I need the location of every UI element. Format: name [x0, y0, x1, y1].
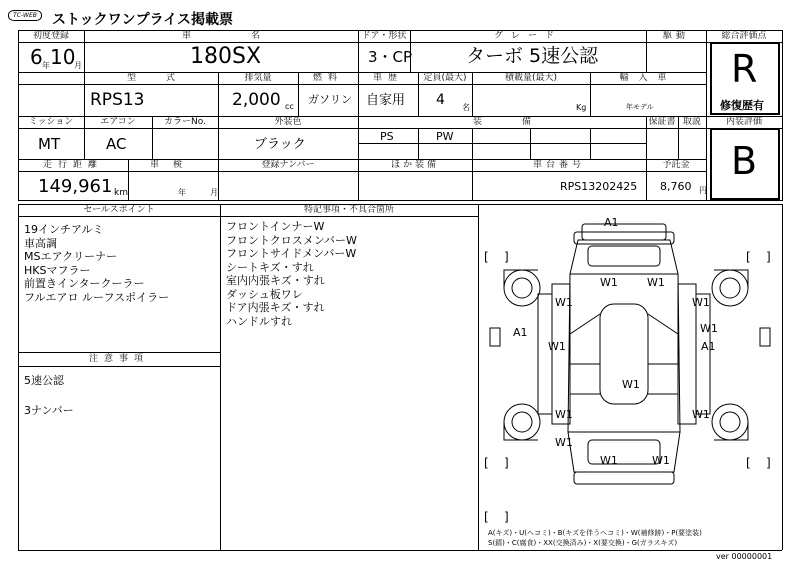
first-reg-year: 6: [30, 45, 43, 69]
person-unit: 名: [462, 103, 470, 112]
legend-line-2: S(錆)・C(腐食)・XX(交換済み)・X(要交換)・G(ガラスキズ): [488, 539, 678, 547]
km-unit: km: [114, 188, 128, 198]
mileage-label: 走行距離: [42, 160, 103, 170]
chassis-number-value: RPS13202425: [560, 180, 638, 193]
equipment-label: 装備: [472, 117, 571, 127]
car-name-label: 車名: [181, 31, 320, 41]
damage-mark: W1: [700, 322, 718, 335]
bracket-marker: [ ]: [746, 456, 771, 470]
other-equipment-label: ほか装備: [390, 160, 439, 170]
year-unit: 年: [42, 61, 50, 70]
year-model-unit: 年モデル: [626, 103, 654, 111]
list-item: 前置きインタークーラー: [24, 277, 145, 290]
list-item: フロントクロスメンバーW: [226, 233, 357, 247]
color-no-label: カラーNo.: [164, 117, 206, 127]
exterior-color-value: ブラック: [254, 137, 306, 152]
damage-mark: W1: [647, 276, 665, 289]
bracket-marker: [ ]: [746, 250, 771, 264]
capacity-label: 定員(最大): [423, 73, 467, 83]
logo-mark: TC-WEB: [8, 10, 42, 21]
version-label: ver 00000001: [716, 552, 773, 561]
damage-mark: W1: [622, 378, 640, 391]
capacity-value: 4: [436, 92, 445, 108]
list-item: ハンドルすれ: [226, 314, 292, 328]
logo: [8, 10, 42, 21]
sales-points-list: [24, 223, 169, 304]
sales-points-label: セールスポイント: [83, 205, 155, 215]
history-value: 自家用: [366, 93, 406, 108]
overall-eval-label: 総合評価点: [721, 31, 767, 41]
damage-mark: W1: [692, 296, 710, 309]
inspection-month-unit: 月: [210, 188, 218, 197]
damage-mark: A1: [513, 326, 528, 339]
interior-rating-value: B: [731, 139, 758, 183]
chassis-number-label: 車台番号: [532, 160, 585, 170]
inspection-label: 車検: [149, 160, 196, 170]
load-label: 積載量(最大): [504, 73, 558, 83]
reg-number-label: 登録ナンバー: [261, 160, 315, 170]
damage-mark: A1: [701, 340, 716, 353]
list-item: MSエアクリーナー: [24, 250, 118, 263]
list-item: 車高調: [24, 236, 57, 250]
special-notes-list: [226, 220, 357, 328]
estimated-amount-label: 予託金: [662, 160, 690, 170]
warranty-label: 保証書: [648, 117, 676, 127]
interior-eval-label: 内装評価: [725, 117, 762, 127]
displacement-value: 2,000: [232, 90, 281, 110]
aircon-label: エアコン: [100, 117, 136, 127]
mileage-value: 149,961: [38, 176, 113, 197]
displacement-label: 排気量: [244, 73, 272, 83]
bracket-marker: [ ]: [484, 456, 509, 470]
grade-label: グレード: [493, 31, 562, 41]
list-item: フルエアロ ルーフスポイラー: [24, 290, 170, 304]
damage-mark: A1: [604, 216, 619, 229]
exterior-color-label: 外装色: [274, 117, 302, 127]
list-item: シートキズ・すれ: [226, 260, 314, 274]
history-label: 車歴: [372, 73, 403, 83]
caution-item: 5速公認: [24, 374, 64, 387]
bracket-marker: [ ]: [484, 250, 509, 264]
cc-unit: cc: [285, 102, 294, 111]
month-unit: 月: [74, 61, 82, 70]
car-damage-diagram: [478, 204, 782, 550]
legend-line-1: A(キズ)・U(ヘコミ)・B(キズを伴うヘコミ)・W(補修跡)・P(要塗装): [488, 529, 702, 537]
list-item: フロントインナーW: [226, 220, 325, 233]
car-name-value: 180SX: [190, 44, 262, 69]
list-item: フロントサイドメンバーW: [226, 247, 357, 260]
list-item: 室内内張キズ・すれ: [226, 274, 325, 287]
damage-mark: W1: [555, 296, 573, 309]
import-label: 輸入車: [619, 73, 677, 83]
damage-mark: W1: [600, 276, 618, 289]
manual-label: 取説: [682, 117, 701, 127]
kg-unit: Kg: [576, 103, 587, 112]
mission-value: MT: [38, 135, 61, 153]
repair-history-label: 修復歴有: [720, 99, 764, 112]
fuel-value: ガソリン: [308, 93, 352, 106]
yen-unit: 円: [699, 186, 707, 195]
damage-mark: W1: [555, 436, 573, 449]
mission-label: ミッション: [28, 117, 74, 127]
damage-mark: W1: [692, 408, 710, 421]
page-title: ストックワンプライス掲載票: [52, 12, 234, 28]
fuel-label: 燃料: [312, 73, 343, 83]
damage-mark: W1: [600, 454, 618, 467]
first-reg-label: 初度登録: [32, 31, 69, 41]
caution-item: 3ナンバー: [24, 404, 74, 417]
damage-mark: W1: [555, 408, 573, 421]
grade-value: ターボ 5速公認: [466, 45, 599, 67]
aircon-value: AC: [106, 135, 127, 153]
equip-ps: PS: [380, 130, 394, 143]
model-value: RPS13: [90, 90, 145, 110]
door-shape-value: 3・CP: [368, 48, 413, 66]
caution-label: 注意事項: [88, 354, 149, 364]
damage-mark: W1: [548, 340, 566, 353]
list-item: ダッシュ板ワレ: [226, 287, 303, 301]
first-reg-month: 10: [50, 45, 76, 69]
list-item: HKSマフラー: [24, 263, 91, 277]
overall-rating-value: R: [731, 47, 758, 91]
equip-pw: PW: [436, 130, 454, 143]
list-item: ドア内張キズ・すれ: [226, 301, 325, 314]
inspection-year-unit: 年: [178, 188, 186, 197]
drive-label: 駆動: [662, 31, 689, 41]
list-item: 19インチアルミ: [24, 223, 104, 236]
model-label: 型式: [126, 73, 205, 83]
special-notes-label: 特記事項・不具合箇所: [303, 205, 394, 215]
door-shape-label: ドア・形状: [361, 31, 407, 41]
damage-mark: W1: [652, 454, 670, 467]
bracket-marker: [ ]: [484, 510, 509, 524]
estimated-amount-value: 8,760: [660, 180, 692, 193]
